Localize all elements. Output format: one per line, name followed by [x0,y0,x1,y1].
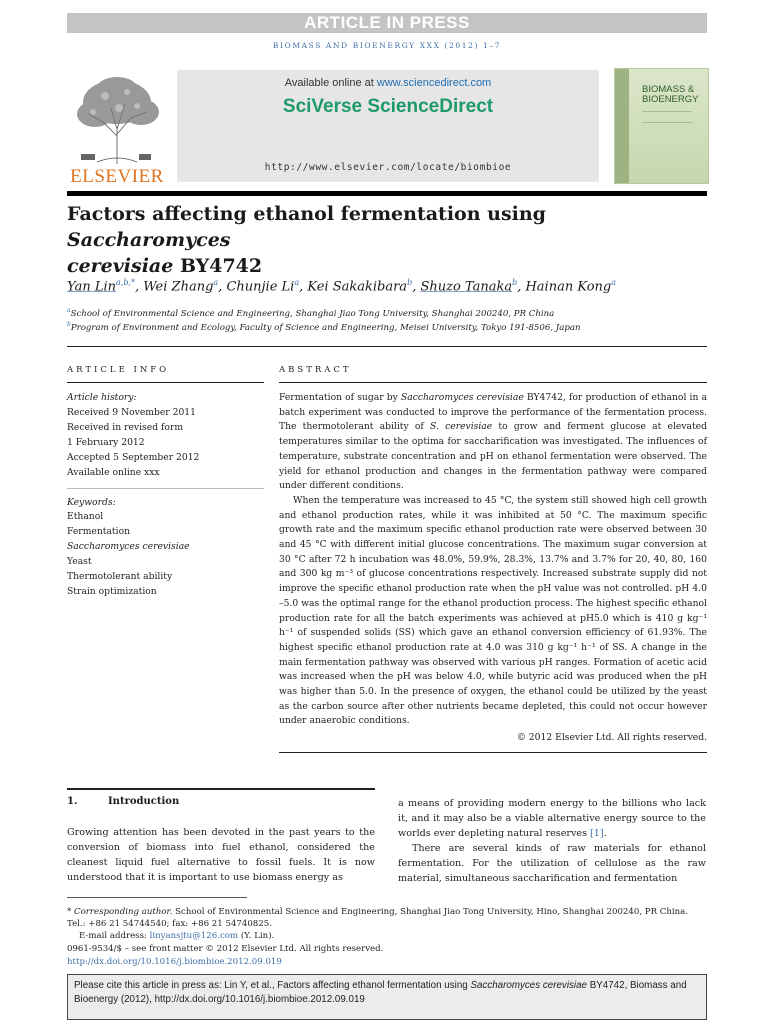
history-item: Accepted 5 September 2012 [67,452,200,463]
abstract-species: Saccharomyces cerevisiae [400,392,524,403]
author-list: Yan Lin$^{a,b,*}$, Wei Zhang$^a$, Chunjie Li$^a$, Kei Sakakibara$^b$, Shuzo Tanaka$^b$, Hainan Kong$^a$ [67,278,617,295]
title-part2: BY4742 [173,255,263,277]
author-name[interactable]: Kei Sakakibara [307,279,408,295]
keyword: Fermentation [67,526,131,537]
cover-title-line1: BIOMASS & [642,84,695,95]
corresponding-text: School of Environmental Science and Engineering, Shanghai Jiao Tong University, Hino, Shanghai 200240, PR China. Tel.: +86 21 54744540; fax: +86 21 54740825. [67,907,689,929]
title-species: Saccharomyces [67,229,231,251]
citation-box [67,974,707,1020]
abstract-rule [279,382,707,383]
history-item: Received 9 November 2011 [67,407,196,418]
doi-link[interactable]: http://dx.doi.org/10.1016/j.biombioe.2012.09.019 [67,957,282,967]
affiliation-text: Program of Environment and Ecology, Faculty of Science and Engineering, Meisei University, Tokyo 191-8506, Japan [70,322,581,333]
abstract-paragraph: When the temperature was increased to 45 °C, the system still showed high cell growth and ethanol production rates, while it was inhibited at 50 °C. The maximum specific growth rate and the maximum specific ethanol production rate were observed between 30 and 45 °C with different initial glucose concentrations. The maximum sugar conversion at 30 °C after 72 h incubation was 48.0%, 59.9%, 28.3%, 13.7% and 3.7% for 20, 40, 80, 160 and 300 kg m⁻³ of glucose concentrations respectively. Increased substrate supply did not improve the specific ethanol production rate when the pH value was not controlled. pH 4.0 –5.0 was the optimal range for the ethanol production process. The highest specific ethanol production rate for all the batch experiments was achieved at pH5.0 which is 410 g kg⁻¹ h⁻¹ of suspended solids (SS) which gave an ethanol conversion efficiency of 61.93%. The highest specific ethanol production rate at 4.0 was 310 g kg⁻¹ h⁻¹ of SS. A change in the main fermentation pathway was observed with various pH ranges. Formation of acetic acid was increased when the pH was below 4.0, while butyric acid was produced when the pH was higher than 5.0. In the presence of oxygen, the ethanol could be utilized by the yeast as the carbon source after other nutrients became depleted, this could not occur however under anaerobic conditions. [279,494,707,727]
author-name[interactable]: Chunjie Li [226,279,295,295]
email-label: E-mail address: [79,931,150,941]
author-sup: a [213,278,219,287]
section-heading: Introduction [108,796,180,807]
article-title [67,201,707,279]
email-link[interactable]: linyansjtu@126.com [149,931,239,941]
abstract-body [279,391,707,729]
intro-left-column [67,825,375,885]
sciverse-sciencedirect-logo[interactable]: SciVerse ScienceDirect [282,96,494,117]
intro-paragraph [398,796,706,841]
abstract-copyright: © 2012 Elsevier Ltd. All rights reserved. [516,732,707,743]
history-item: Received in revised form [67,422,184,433]
author-name[interactable]: Hainan Kong [525,279,612,295]
intro-text: a means of providing modern energy to the billions who lack it, and it may also be a viable alternative energy source to the worlds ever depleting natural reserves [398,798,706,839]
journal-cover[interactable] [614,68,709,184]
citation-species: Saccharomyces cerevisiae [470,980,587,991]
author-name[interactable]: Wei Zhang [143,279,214,295]
author-sup: a,b,* [116,278,135,287]
cover-stripe [615,69,629,183]
section-number: 1. [67,796,78,807]
footnote-rule [67,897,247,898]
keyword: Saccharomyces cerevisiae [67,541,190,552]
author-sup: b [512,278,518,287]
title-part1: Factors affecting ethanol fermentation using [67,203,546,225]
cover-decoration [642,111,692,123]
author-name[interactable]: Shuzo Tanaka [420,279,513,295]
article-info-heading: ARTICLE INFO [67,365,170,375]
elsevier-logo[interactable] [67,74,167,187]
author-sup: a [294,278,300,287]
affiliation-sup: b [67,321,71,328]
keyword: Strain optimization [67,586,157,597]
corresponding-label: * Corresponding author. [67,907,173,917]
keywords-label: Keywords: [67,497,116,508]
sciencedirect-link[interactable]: www.sciencedirect.com [376,77,492,89]
issn-line: 0961-9534/$ – see front matter © 2012 Elsevier Ltd. All rights reserved. [67,944,384,954]
abstract-text: Fermentation of sugar by [279,392,401,403]
abstract-species: S. cerevisiae [430,421,493,433]
keyword: Ethanol [67,511,104,522]
intro-rule [67,788,375,790]
citation-part: Please cite this article in press as: Lin Y, et al., Factors affecting ethanol fermentation using [74,980,471,991]
intro-paragraph: Growing attention has been devoted in the past years to the conversion of biomass into fuel ethanol, considered the cleanest liquid fuel alternative to fossil fuels. It is now understood that it is important to use biomass energy as [67,827,375,883]
article-in-press-banner: ARTICLE IN PRESS [67,13,707,33]
section-rule [67,346,707,347]
cover-title [642,85,699,105]
available-online [177,77,599,89]
reference-link[interactable]: [1] [590,828,604,839]
journal-url[interactable]: http://www.elsevier.com/locate/biombioe [264,162,512,173]
elsevier-wordmark: ELSEVIER [70,166,164,187]
info-divider [67,488,264,489]
abstract-text: to grow and ferment glucose at elevated temperatures similar to the optima for saccharification was investigated. The influences of temperature, substrate concentration and pH on ethanol fermentation were observed. The yield for ethanol production and changes in the fermentation pathway were compared under different conditions. [279,421,708,492]
abstract-text: BY4742, for production of ethanol in a batch experiment was conducted to improve the performance of the fermentation process. The thermotolerant ability of [279,392,707,433]
intro-right-column [398,796,706,886]
elsevier-tree-icon [67,74,167,166]
history-item: Available online xxx [67,467,160,478]
abstract-bottom-rule [279,752,707,753]
citation-text [74,979,700,1007]
running-head: BIOMASS AND BIOENERGY XXX (2012) 1–7 [272,41,502,50]
affiliation-sup: a [67,307,71,314]
history-item: 1 February 2012 [67,437,145,448]
history-label: Article history: [67,392,137,403]
available-online-label: Available online at [284,77,377,89]
email-suffix: (Y. Lin). [238,931,275,941]
abstract-paragraph [279,391,707,494]
keyword: Thermotolerant ability [67,571,173,582]
keyword: Yeast [67,556,92,567]
cover-title-line2: BIOENERGY [642,94,699,105]
affiliation [67,307,707,319]
corresponding-footnote [67,906,707,942]
author-sup: a [611,278,617,287]
abstract-heading: ABSTRACT [279,365,352,375]
article-info-rule [67,382,264,383]
author-sup: b [407,278,413,287]
intro-paragraph: There are several kinds of raw materials for ethanol fermentation. For the utilization of cellulose as the raw material, simultaneous saccharification and fermentation [398,843,706,884]
intro-text: . [603,828,607,839]
title-species2: cerevisiae [67,255,174,277]
affiliation-text: School of Environmental Science and Engineering, Shanghai Jiao Tong University, Shanghai 200240, PR China [70,308,555,319]
header-rule [67,191,707,196]
affiliation [67,321,707,333]
author-name[interactable]: Yan Lin [67,279,116,295]
citation-part: BY4742, Biomass and Bioenergy (2012), http://dx.doi.org/10.1016/j.biombioe.2012.09.019 [74,980,687,1005]
